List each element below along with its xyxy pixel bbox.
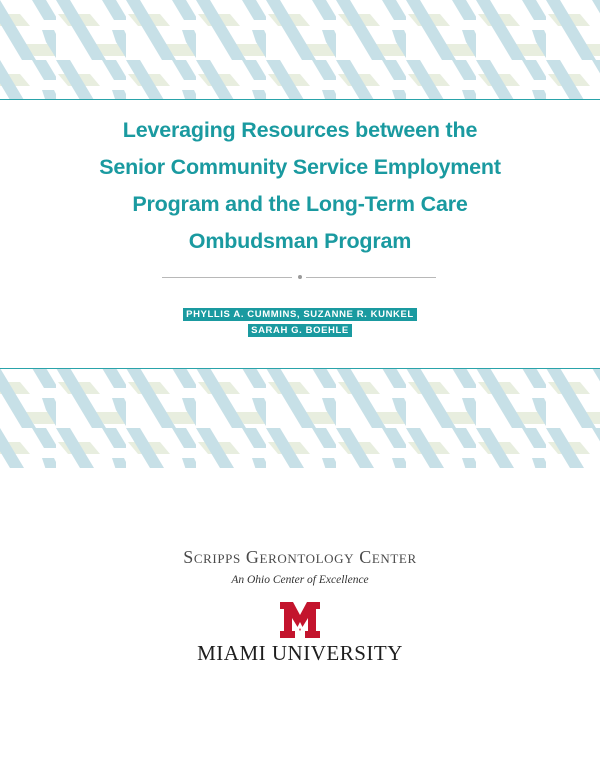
geometric-pattern — [0, 0, 600, 100]
center-tagline: An Ohio Center of Excellence — [231, 574, 369, 586]
divider-right — [306, 277, 436, 278]
middle-pattern-band — [0, 368, 600, 468]
divider-dot — [298, 275, 302, 279]
university-name: MIAMI UNIVERSITY — [197, 641, 403, 665]
title-line-3: Program and the Long-Term Care — [132, 192, 468, 216]
title-line-4: Ombudsman Program — [188, 229, 412, 253]
geometric-pattern — [0, 368, 600, 468]
authors-secondary: SARAH G. BOEHLE — [248, 324, 352, 337]
top-pattern-band — [0, 0, 600, 100]
authors-line-2 — [0, 320, 600, 334]
report-title — [40, 112, 560, 260]
title-line-1: Leveraging Resources between the — [122, 118, 478, 142]
authors-line-1 — [0, 304, 600, 318]
authors-primary: PHYLLIS A. CUMMINS, SUZANNE R. KUNKEL — [183, 308, 417, 321]
title-line-2: Senior Community Service Employment — [99, 155, 501, 179]
center-name: Scripps Gerontology Center — [183, 547, 417, 567]
band-bottom-rule — [0, 99, 600, 100]
miami-m-logo-icon — [279, 602, 321, 638]
band-top-rule — [0, 368, 600, 369]
divider-left — [162, 277, 292, 278]
